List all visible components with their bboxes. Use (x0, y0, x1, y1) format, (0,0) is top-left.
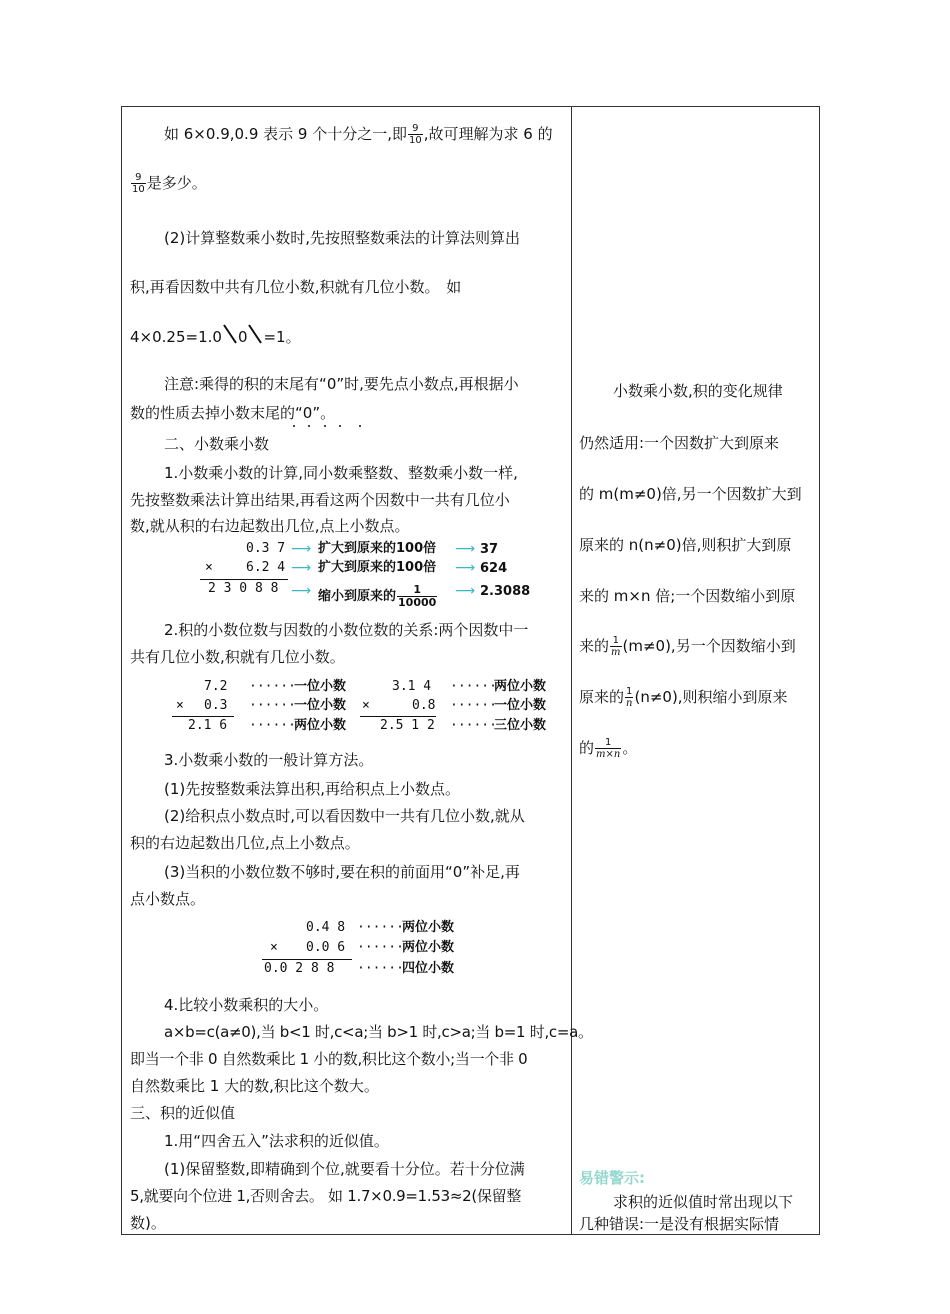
calc-value: 37 (480, 542, 499, 557)
paragraph-line: (2)计算整数乘小数时,先按照整数乘法的计算法则算出 (164, 229, 521, 247)
arrow-icon: ⟶ (455, 583, 476, 599)
emphasis-dot (359, 425, 361, 427)
paragraph-line (164, 123, 553, 146)
denominator: m×n (596, 749, 621, 760)
note-line: 注意:乘得的积的末尾有“0”时,要先点小数点,再根据小 (164, 375, 519, 393)
side-note-line: 的 m(m≠0)倍,另一个因数扩大到 (579, 485, 802, 503)
text: (n≠0),则积缩小到原来 (634, 688, 788, 706)
fraction (610, 635, 621, 658)
strike-icon (222, 327, 238, 347)
fraction (397, 584, 437, 609)
calc-label: 三位小数 (494, 718, 547, 733)
denominator: 10 (132, 184, 145, 195)
side-note-line: 来的 m×n 倍;一个因数缩小到原 (579, 587, 796, 605)
numerator: 1 (595, 737, 621, 749)
text: 缩小到原来的 (318, 589, 397, 604)
denominator: n (626, 698, 633, 709)
emphasis-dot (324, 425, 326, 427)
paragraph-line: 1.用“四舍五入”法求积的近似值。 (164, 1132, 389, 1150)
calc-row: 2 3 0 8 8 (208, 581, 279, 596)
calc-label: 一位小数 (494, 698, 547, 713)
calc-row: 0.3 7 (246, 541, 286, 556)
calc-row: 2.5 1 2 (380, 718, 435, 733)
paragraph-line: (1)先按整数乘法算出积,再给积点上小数点。 (164, 780, 461, 798)
paragraph-line: 5,就要向个位进 1,否则舍去。 如 1.7×0.9=1.53≈2(保留整 (130, 1187, 522, 1205)
times-sign: × (205, 560, 213, 575)
calc-row: 0.3 (204, 698, 228, 713)
paragraph-line: 数,就从积的右边起数出几位,点上小数点。 (130, 517, 410, 535)
arrow-icon: ⟶ (291, 583, 312, 599)
strike-icon (247, 327, 263, 347)
denominator: 10000 (398, 596, 437, 609)
paragraph-line: 积的右边起数出几位,点上小数点。 (130, 834, 360, 852)
calc-label: 两位小数 (294, 718, 347, 733)
calc-row: 0.0 6 (306, 940, 346, 955)
side-note-line (579, 737, 637, 760)
text: =1。 (263, 328, 301, 346)
calc-label: 扩大到原来的100倍 (318, 541, 437, 556)
calc-label: 一位小数 (294, 698, 347, 713)
fraction (595, 737, 621, 760)
paragraph-line: (3)当积的小数位数不够时,要在积的前面用“0”补足,再 (164, 863, 520, 881)
fraction (625, 686, 633, 709)
calc-row: 0.4 8 (306, 920, 346, 935)
column-divider (571, 107, 572, 1234)
side-note-line: 仍然适用:一个因数扩大到原来 (579, 434, 780, 452)
paragraph-line (130, 327, 301, 347)
dots: ······ (249, 718, 296, 733)
emphasis-dot (293, 425, 295, 427)
paragraph-line: a×b=c(a≠0),当 b<1 时,c<a;当 b>1 时,c>a;当 b=1 时,c=a。 (164, 1023, 593, 1041)
paragraph-line: 自然数乘比 1 大的数,积比这个数大。 (130, 1077, 379, 1095)
numerator: 1 (397, 584, 437, 597)
calc-label (318, 584, 438, 609)
paragraph-line: 数)。 (130, 1214, 166, 1232)
calc-label: 两位小数 (494, 679, 547, 694)
paragraph-line: (2)给积点小数点时,可以看因数中一共有几位小数,就从 (164, 807, 525, 825)
fraction (408, 123, 423, 146)
arrow-icon: ⟶ (455, 560, 476, 576)
dots: ······ (450, 718, 497, 733)
calc-row: 7.2 (204, 679, 228, 694)
paragraph-line: 积,再看因数中共有几位小数,积就有几位小数。 如 (130, 278, 462, 296)
calc-label: 四位小数 (402, 961, 455, 976)
dots: ······ (249, 679, 296, 694)
dots: ······ (357, 920, 404, 935)
calc-row: 6.2 4 (246, 560, 286, 575)
denominator: 10 (408, 135, 422, 146)
dots: ······ (450, 698, 497, 713)
side-note-line: 几种错误:一是没有根据实际情 (579, 1215, 780, 1233)
numerator: 1 (610, 635, 621, 647)
calc-label: 一位小数 (294, 679, 347, 694)
section-heading: 三、积的近似值 (130, 1104, 236, 1122)
side-note-line: 原来的 n(n≠0)倍,则积扩大到原 (579, 536, 792, 554)
dots: ······ (450, 679, 497, 694)
paragraph-line: 先按整数乘法计算出结果,再看这两个因数中一共有几位小 (130, 491, 510, 509)
text: 0 (237, 328, 248, 346)
warning-title: 易错警示: (579, 1169, 645, 1187)
side-note-line (579, 686, 788, 709)
side-note-line (579, 635, 796, 658)
numerator: 1 (626, 686, 633, 697)
side-note-line: 求积的近似值时常出现以下 (613, 1193, 794, 1211)
calc-value: 624 (480, 561, 508, 576)
times-sign: × (176, 698, 184, 713)
calc-label: 扩大到原来的100倍 (318, 560, 437, 575)
calc-row: 2.1 6 (188, 718, 228, 733)
calc-row: 3.1 4 (392, 679, 432, 694)
text: 原来的 (579, 688, 625, 706)
text: (m≠0),另一个因数缩小到 (622, 637, 796, 655)
text: 如 6×0.9,0.9 表示 9 个十分之一,即 (164, 125, 407, 143)
arrow-icon: ⟶ (455, 541, 476, 557)
text: 。 (622, 739, 638, 757)
dots: ······ (357, 961, 404, 976)
numerator: 9 (408, 123, 423, 135)
dots: ······ (357, 940, 404, 955)
calc-label: 两位小数 (402, 920, 455, 935)
dots: ······ (249, 698, 296, 713)
paragraph-line: 3.小数乘小数的一般计算方法。 (164, 751, 374, 769)
paragraph-line: 2.积的小数位数与因数的小数位数的关系:两个因数中一 (164, 621, 529, 639)
paragraph-line: (1)保留整数,即精确到个位,就要看十分位。若十分位满 (164, 1160, 525, 1178)
numerator: 9 (131, 172, 146, 184)
times-sign: × (362, 698, 370, 713)
calc-row: 0.0 2 8 8 (264, 961, 335, 976)
arrow-icon: ⟶ (291, 541, 312, 557)
calc-value: 2.3088 (480, 584, 531, 599)
times-sign: × (270, 940, 278, 955)
denominator: m (611, 647, 621, 658)
text: 来的 (579, 637, 610, 655)
text: 是多少。 (146, 174, 207, 192)
paragraph-line (130, 172, 207, 195)
emphasis-dot (339, 425, 341, 427)
paragraph-line: 共有几位小数,积就有几位小数。 (130, 648, 345, 666)
arrow-icon: ⟶ (291, 560, 312, 576)
calc-label: 两位小数 (402, 940, 455, 955)
text: 的 (579, 739, 595, 757)
note-line: 数的性质去掉小数末尾的“0”。 (130, 404, 336, 422)
paragraph-line: 4.比较小数乘积的大小。 (164, 996, 329, 1014)
paragraph-line: 1.小数乘小数的计算,同小数乘整数、整数乘小数一样, (164, 464, 518, 482)
emphasis-dot (308, 425, 310, 427)
section-heading: 二、小数乘小数 (164, 435, 270, 453)
text: 4×0.25=1.0 (130, 328, 222, 346)
paragraph-line: 点小数点。 (130, 890, 206, 908)
paragraph-line: 即当一个非 0 自然数乘比 1 小的数,积比这个数小;当一个非 0 (130, 1050, 528, 1068)
fraction (131, 172, 146, 195)
calc-row: 0.8 (412, 698, 436, 713)
text: ,故可理解为求 6 的 (423, 125, 553, 143)
side-note-line: 小数乘小数,积的变化规律 (613, 382, 783, 400)
